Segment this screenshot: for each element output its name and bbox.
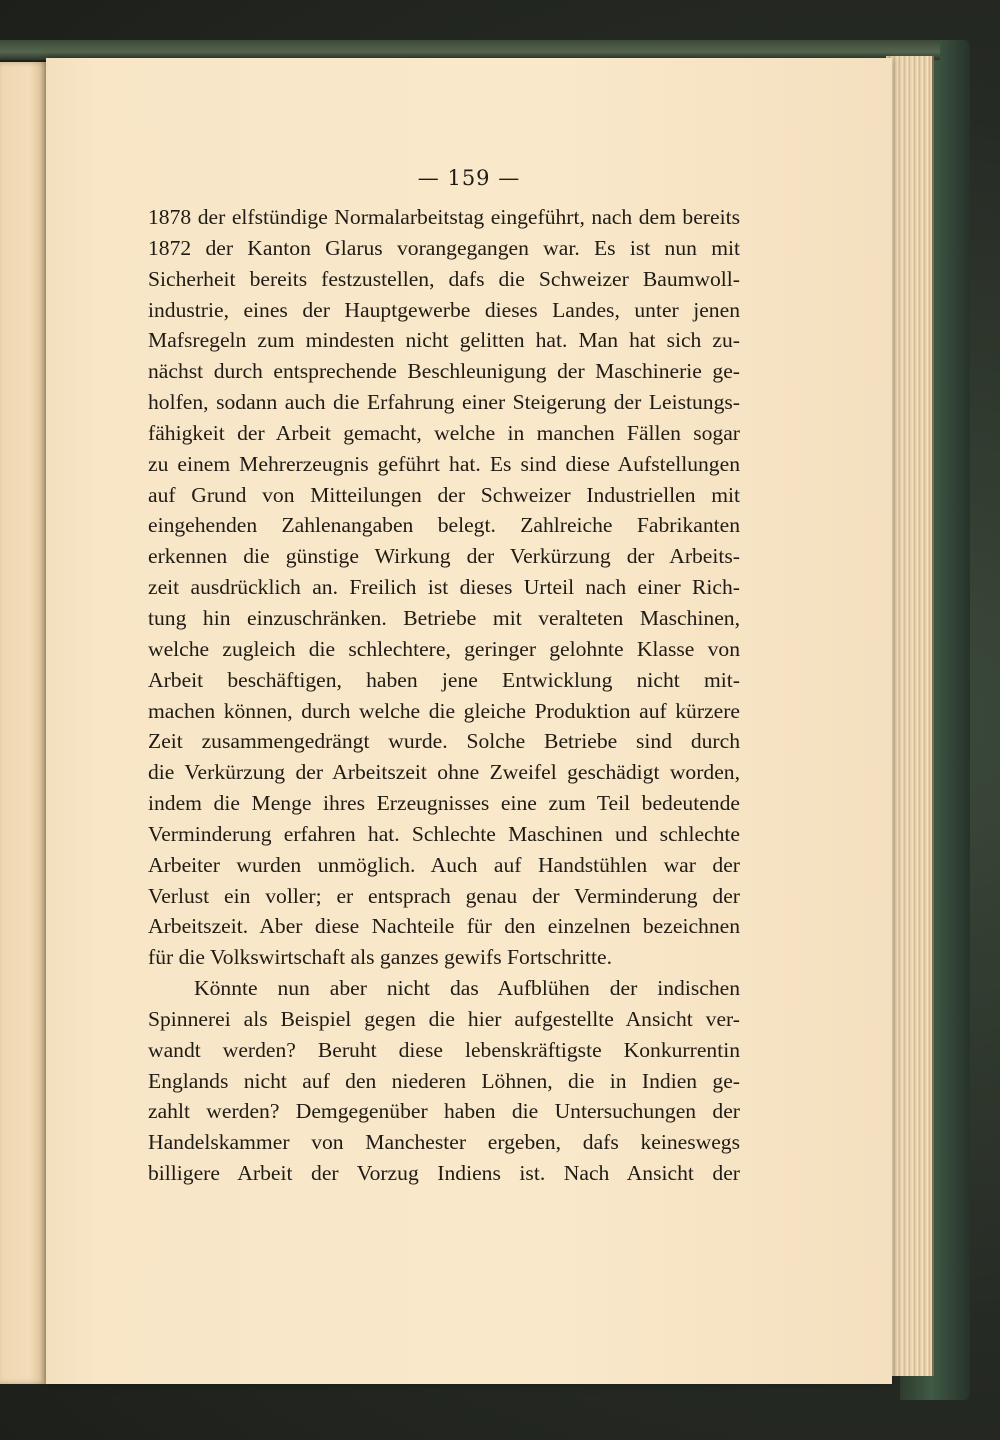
text-line: indem die Menge ihres Erzeugnisses eine zum Teil bedeutende [148, 791, 740, 816]
previous-page-edge [0, 62, 48, 1384]
text-line: industrie, eines der Hauptgewerbe dieses Landes, unter jenen [148, 297, 740, 322]
text-line: zeit ausdrücklich an. Freilich ist dieses Urteil nach einer Rich- [148, 575, 740, 600]
text-line: 1872 der Kanton Glarus vorangegangen war. Es ist nun mit [148, 235, 740, 260]
text-line: Verlust ein voller; er entsprach genau der Verminderung der [148, 883, 740, 908]
text-line: wandt werden? Beruht diese lebenskräftigste Konkurrentin [148, 1037, 740, 1062]
text-line: die Verkürzung der Arbeitszeit ohne Zweifel geschädigt worden, [148, 760, 740, 785]
text-line: Verminderung erfahren hat. Schlechte Maschinen und schlechte [148, 821, 740, 846]
text-line: Könnte nun aber nicht das Aufblühen der indischen [194, 976, 740, 1001]
text-line: nächst durch entsprechende Beschleunigung der Maschinerie ge- [148, 359, 740, 384]
text-line: eingehenden Zahlenangaben belegt. Zahlreiche Fabrikanten [148, 513, 740, 538]
text-line: Arbeitszeit. Aber diese Nachteile für den einzelnen bezeichnen [148, 914, 740, 939]
body-text [148, 202, 740, 1189]
text-line: 1878 der elfstündige Normalarbeitstag eingeführt, nach dem bereits [148, 205, 740, 229]
paragraph-1 [148, 202, 740, 973]
book-top-edge [0, 40, 940, 60]
text-line: Sicherheit bereits festzustellen, dafs die Schweizer Baumwoll- [148, 266, 740, 291]
text-line: Englands nicht auf den niederen Löhnen, die in Indien ge- [148, 1068, 740, 1093]
text-line: welche zugleich die schlechtere, geringer gelohnte Klasse von [148, 636, 740, 661]
text-line: zahlt werden? Demgegenüber haben die Untersuchungen der [148, 1099, 740, 1124]
text-line: erkennen die günstige Wirkung der Verkürzung der Arbeits- [148, 544, 740, 569]
text-line: Arbeiter wurden unmöglich. Auch auf Handstühlen war der [148, 852, 740, 877]
paragraph-2 [148, 973, 740, 1189]
text-line: für die Volkswirtschaft als ganzes gewifs Fortschritte. [148, 945, 612, 970]
text-line: billigere Arbeit der Vorzug Indiens ist. Nach Ansicht der [148, 1161, 740, 1186]
text-line: zu einem Mehrerzeugnis geführt hat. Es sind diese Aufstellungen [148, 451, 740, 476]
page-stack-edges [886, 56, 934, 1376]
text-line: Handelskammer von Manchester ergeben, dafs keineswegs [148, 1130, 740, 1155]
text-line: Spinnerei als Beispiel gegen die hier aufgestellte Ansicht ver- [148, 1006, 740, 1031]
page-number: — 159 — [417, 166, 521, 190]
text-line: auf Grund von Mitteilungen der Schweizer Industriellen mit [148, 482, 740, 507]
text-line: Arbeit beschäftigen, haben jene Entwicklung nicht mit- [148, 667, 740, 692]
text-line: Mafsregeln zum mindesten nicht gelitten hat. Man hat sich zu- [148, 328, 740, 353]
text-line: machen können, durch welche die gleiche Produktion auf kürzere [148, 698, 740, 723]
text-line: Zeit zusammengedrängt wurde. Solche Betriebe sind durch [148, 729, 740, 754]
text-line: fähigkeit der Arbeit gemacht, welche in manchen Fällen sogar [148, 420, 740, 445]
text-line: tung hin einzuschränken. Betriebe mit veralteten Maschinen, [148, 605, 740, 630]
text-line: holfen, sodann auch die Erfahrung einer Steigerung der Leistungs- [148, 390, 740, 415]
book-page [46, 58, 892, 1384]
